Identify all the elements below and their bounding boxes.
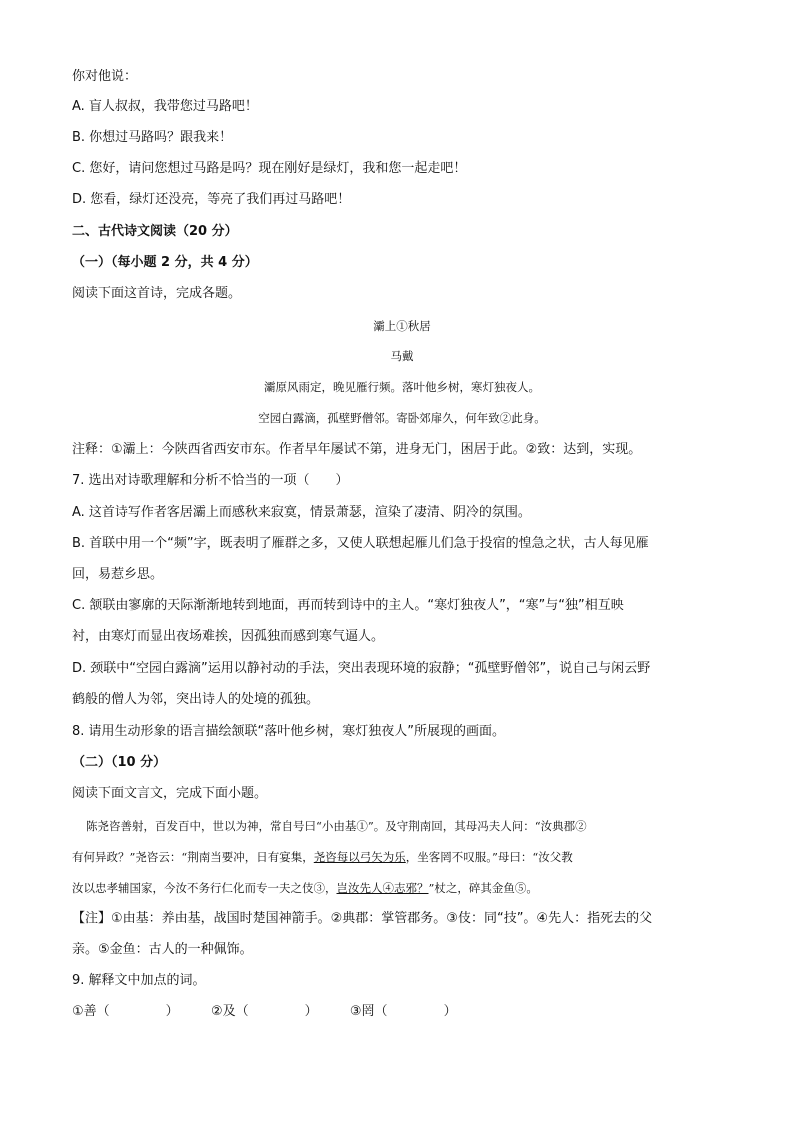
section-title: 二、古代诗文阅读（20 分）	[72, 224, 238, 239]
q7-option-b-line2: 回，易惹乡思。	[72, 567, 164, 582]
question-intro: 你对他说：	[72, 69, 138, 84]
q7-option-d-line1: D. 颈联中“空园白露滴”运用以静衬动的手法，突出表现环境的寂静；“孤壁野僧邻”，说自己与闲云野	[72, 661, 651, 676]
annotation-line-2: 亲。⑤金鱼：古人的一种佩饰。	[72, 942, 253, 957]
q9-items	[72, 1003, 732, 1021]
poem-author: 马戴	[390, 349, 414, 363]
option-d: D. 您看，绿灯还没亮，等亮了我们再过马路吧！	[72, 192, 351, 207]
classical-text: 有何异政？”尧咨云：“荆南当要冲，日有宴集，	[72, 850, 314, 864]
classical-line-1: 陈尧咨善射，百发百中，世以为神，常自号曰“小由基①”。及守荆南回，其母冯夫人问：“汝典郡②	[86, 819, 587, 833]
q9-item-3-open: ③罔（	[349, 1004, 388, 1019]
classical-text: ，坐客罔不叹服。”母曰：“汝父教	[405, 850, 573, 864]
poem-title: 灞上①秋居	[373, 319, 431, 333]
classical-line-2	[72, 849, 732, 865]
part2-instruction: 阅读下面文言文，完成下面小题。	[72, 786, 268, 801]
q7-option-d-line2: 鹤般的僧人为邻，突出诗人的处境的孤独。	[72, 692, 320, 707]
q9-item-1-close: ）	[165, 1004, 179, 1019]
q9-item-3-close: ）	[443, 1004, 457, 1019]
option-b: B. 你想过马路吗？跟我来！	[72, 130, 233, 145]
poem-line-1: 灞原风雨定，晚见雁行频。落叶他乡树，寒灯独夜人。	[264, 380, 540, 394]
classical-line-3	[72, 880, 732, 896]
q7-option-b-line1: B. 首联中用一个“频”字，既表明了雁群之多，又使人联想起雁儿们急于投宿的惶急之状，古人每见雁	[72, 536, 649, 551]
poem-line-2: 空园白露滴，孤壁野僧邻。寄卧郊扉久，何年致②此身。	[258, 411, 546, 425]
q9-item-2-open: ②及（	[210, 1004, 249, 1019]
option-a: A. 盲人叔叔，我带您过马路吧！	[72, 99, 258, 114]
q7-option-a: A. 这首诗写作者客居灞上而感秋来寂寞，情景萧瑟，渲染了凄清、阴冷的氛围。	[72, 505, 531, 520]
q9-item-2-close: ）	[304, 1004, 318, 1019]
classical-text: 汝以忠孝辅国家，今汝不务行仁化而专一夫之伎③，	[72, 881, 337, 895]
q9-item-1-open: ①善（	[72, 1004, 110, 1019]
part1-title: （一）（每小题 2 分，共 4 分）	[72, 255, 258, 270]
underlined-sentence: 岂汝先人④志邪？	[336, 881, 429, 895]
q9-stem: 9. 解释文中加点的词。	[72, 973, 206, 988]
poem-note: 注释：①灞上：今陕西省西安市东。作者早年屡试不第，进身无门，困居于此。②致：达到，实现。	[72, 442, 642, 457]
part1-instruction: 阅读下面这首诗，完成各题。	[72, 286, 242, 301]
part2-title: （二）（10 分）	[72, 755, 167, 770]
classical-text: ”杖之，碎其金鱼⑤。	[428, 881, 538, 895]
q7-option-c-line1: C. 颔联由寥廓的天际渐渐地转到地面，再而转到诗中的主人。“寒灯独夜人”，“寒”与“独”相互映	[72, 598, 624, 613]
q8-stem: 8. 请用生动形象的语言描绘颔联“落叶他乡树，寒灯独夜人”所展现的画面。	[72, 724, 506, 739]
q7-option-c-line2: 衬，由寒灯而显出夜场难挨，因孤独而感到寒气逼人。	[72, 629, 385, 644]
option-c: C. 您好，请问您想过马路是吗？现在刚好是绿灯，我和您一起走吧！	[72, 161, 467, 176]
q7-stem: 7. 选出对诗歌理解和分析不恰当的一项（ ）	[72, 473, 349, 488]
underlined-sentence: 尧咨每以弓矢为乐	[313, 850, 406, 864]
annotation-line-1: 【注】①由基：养由基，战国时楚国神箭手。②典郡：掌管郡务。③伎：同“技”。④先人：指死去的父	[72, 911, 653, 926]
